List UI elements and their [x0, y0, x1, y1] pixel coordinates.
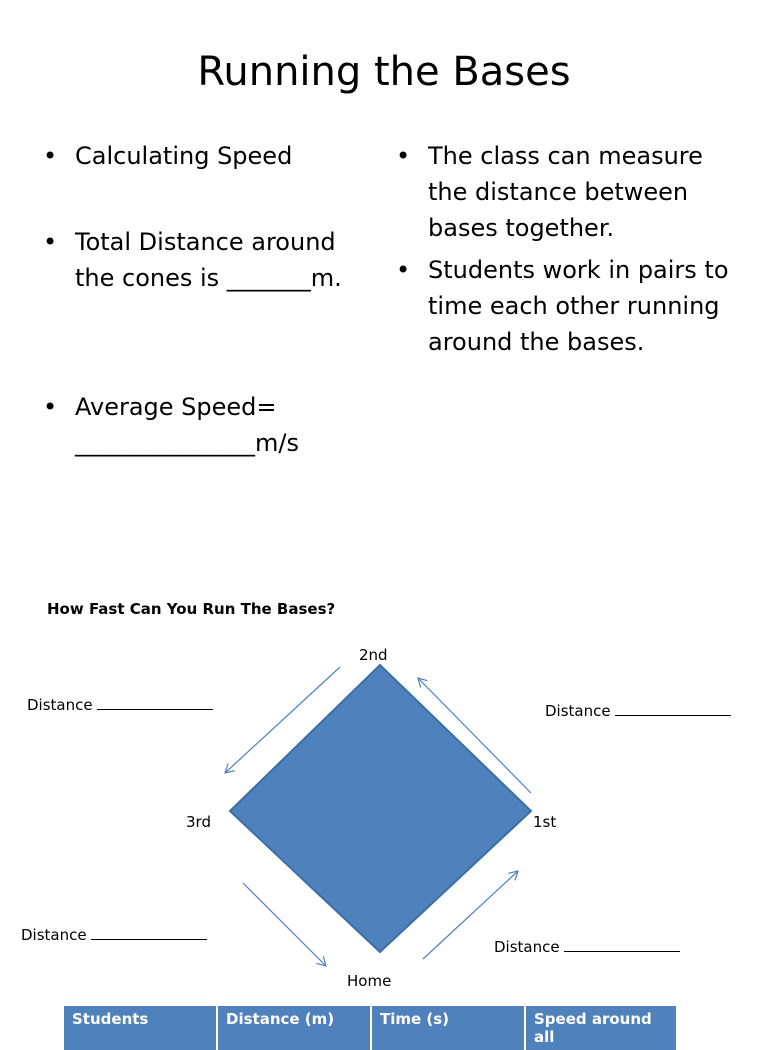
distance-text: Distance — [27, 696, 93, 714]
column-header-students: Students — [64, 1006, 217, 1050]
distance-label-top-left — [27, 696, 213, 714]
distance-text: Distance — [21, 926, 87, 944]
distance-label-top-right — [545, 702, 731, 720]
column-header-time: Time (s) — [371, 1006, 525, 1050]
base-label-1st: 1st — [533, 813, 557, 831]
distance-blank-line — [91, 927, 207, 940]
base-label-2nd: 2nd — [359, 646, 388, 664]
distance-text: Distance — [545, 702, 611, 720]
diagram-title: How Fast Can You Run The Bases? — [47, 600, 336, 618]
slide-title: Running the Bases — [197, 49, 571, 95]
distance-text: Distance — [494, 938, 560, 956]
base-label-home: Home — [347, 972, 392, 990]
table-header-row — [64, 1006, 677, 1050]
diamond-field — [230, 665, 531, 952]
base-label-3rd: 3rd — [186, 813, 211, 831]
distance-blank-line — [564, 939, 680, 952]
results-table — [64, 1006, 678, 1050]
bullet-text: Average Speed= _______________m/s — [75, 393, 299, 457]
bullet-text: Students work in pairs to time each other running around the bases. — [428, 256, 729, 356]
bullet-text: Total Distance around the cones is _______m. — [75, 228, 342, 292]
arrow-3rd-to-home — [243, 883, 326, 966]
distance-blank-line — [615, 703, 731, 716]
distance-label-bottom-left — [21, 926, 207, 944]
column-header-distance: Distance (m) — [217, 1006, 371, 1050]
bullet-text: The class can measure the distance between bases together. — [428, 142, 703, 242]
bullet-text: Calculating Speed — [75, 142, 293, 170]
column-header-speed: Speed around all — [525, 1006, 677, 1050]
distance-label-bottom-right — [494, 938, 680, 956]
distance-blank-line — [97, 697, 213, 710]
